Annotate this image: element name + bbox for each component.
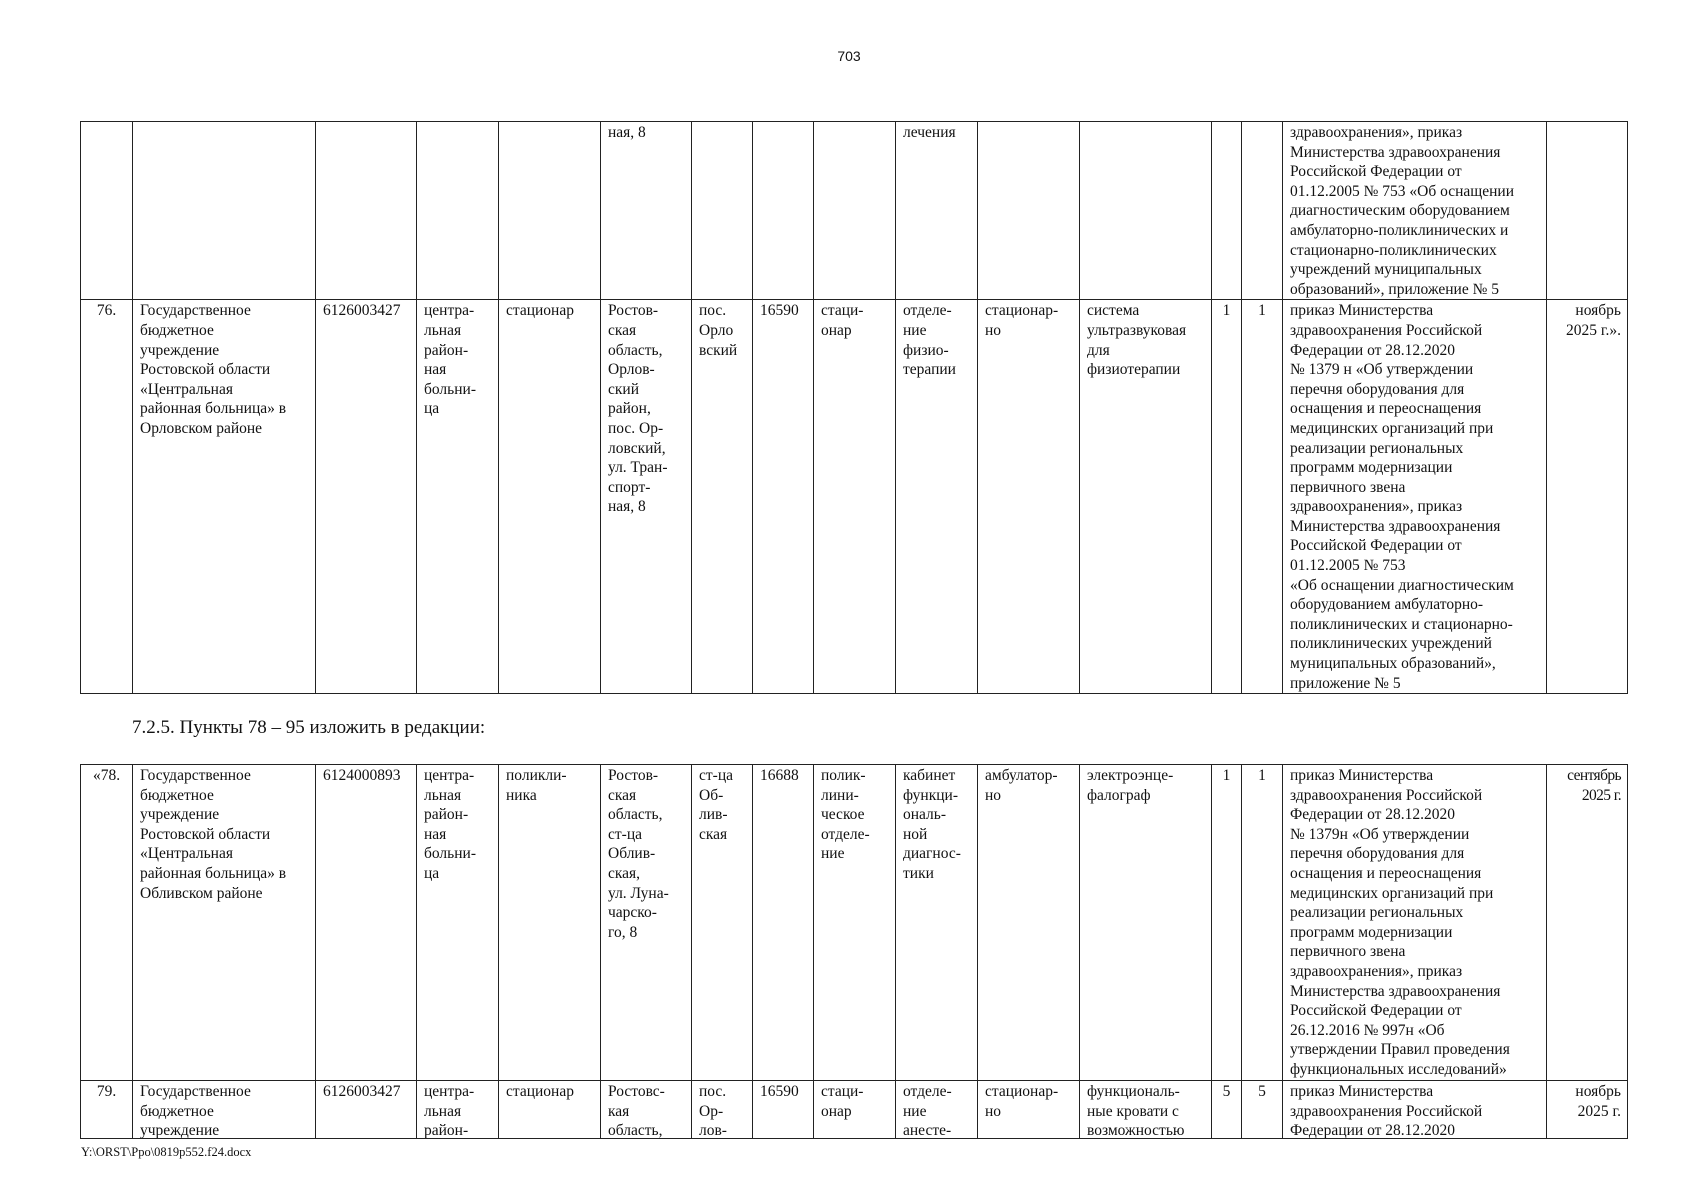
cell-text: Государственное бюджетное учреждение <box>140 1083 251 1138</box>
cell-text: стационар <box>506 302 574 320</box>
table-cell <box>417 122 499 300</box>
table-cell <box>753 122 814 300</box>
organization-type-cell <box>417 1081 499 1139</box>
cell-text: 6124000893 <box>323 767 401 784</box>
cell-text: Государственное бюджетное учреждение Ростовской области «Центральная районная больница» в Обливском районе <box>140 767 287 902</box>
equipment-cell <box>1080 765 1212 1081</box>
cell-text: пос. Орло вский <box>699 302 738 359</box>
table-cell <box>1283 122 1547 300</box>
cell-text: ноябрь 2025 г. <box>1575 1083 1621 1120</box>
locality-cell <box>692 765 753 1081</box>
code-cell <box>753 1081 814 1139</box>
table-cell <box>814 122 896 300</box>
cell-text: 1 <box>1222 302 1231 320</box>
department-cell <box>896 765 978 1081</box>
cell-text: центра- льная район- <box>424 1083 475 1138</box>
page-number: 703 <box>837 48 861 64</box>
equipment-cell <box>1080 1081 1212 1139</box>
table-row <box>81 765 1628 1081</box>
organization-cell <box>133 300 316 694</box>
quantity-cell <box>1212 765 1242 1081</box>
quantity-cell <box>1212 1081 1242 1139</box>
cell-text: стационар- но <box>985 1083 1059 1120</box>
cell-text: отделе- ние физио- терапии <box>903 302 956 379</box>
deadline-cell <box>1547 1081 1628 1139</box>
table-cell <box>1212 122 1242 300</box>
address-cell <box>601 765 692 1081</box>
locality-cell <box>692 300 753 694</box>
cell-text: Ростовс- кая область, <box>608 1083 665 1138</box>
organization-cell <box>133 765 316 1081</box>
unit-cell <box>814 300 896 694</box>
cell-text: стаци- онар <box>821 302 864 339</box>
legal-basis-cell <box>1283 300 1547 694</box>
cell-text: центра- льная район- ная больни- ца <box>424 302 476 418</box>
cell-text: полик- лини- ческое отделе- ние <box>821 767 870 863</box>
cell-text: 6126003427 <box>323 302 401 320</box>
cell-text: электроэнце- фалограф <box>1087 767 1174 804</box>
cell-text: стационар- но <box>985 302 1059 339</box>
cell-text: Ростов- ская область, ст-ца Облив- ская, ул. Луна- чарско- го, 8 <box>608 767 669 941</box>
cell-text: поликли- ника <box>506 767 567 804</box>
table-cell <box>978 122 1080 300</box>
table-cell <box>499 122 601 300</box>
table-cell <box>896 122 978 300</box>
locality-cell <box>692 1081 753 1139</box>
cell-text: сентябрь 2025 г. <box>1567 767 1621 804</box>
code-cell <box>753 300 814 694</box>
deadline-cell <box>1547 765 1628 1081</box>
care-mode-cell <box>978 1081 1080 1139</box>
cell-text: 5 <box>1258 1083 1266 1100</box>
cell-text: приказ Министерства здравоохранения Российской Федерации от 28.12.2020 № 1379н «Об утверждении перечня оборудования для оснащения и переоснащения медицинских организаций при реализации региональных программ модернизации первичного звена здравоохранения», приказ Министерства здравоохранения Российской Федерации от 26.12.2016 № 997н «Об утверждении Правил проведения функциональных исследований» <box>1290 767 1510 1078</box>
cell-text: ная, 8 <box>608 124 646 141</box>
cell-text: 79. <box>96 1083 117 1100</box>
facility-type-cell <box>499 300 601 694</box>
quantity-cell <box>1242 300 1283 694</box>
quantity-cell <box>1242 1081 1283 1139</box>
file-path-footer: Y:\ORST\Ppo\0819p552.f24.docx <box>81 1145 252 1159</box>
table-row <box>81 1081 1628 1139</box>
cell-text: 16590 <box>760 302 799 320</box>
address-cell <box>601 300 692 694</box>
cell-text: Государственное бюджетное учреждение Ростовской области «Центральная районная больница» в Орловском районе <box>140 302 287 437</box>
cell-text: амбулатор- но <box>985 767 1058 804</box>
care-mode-cell <box>978 765 1080 1081</box>
organization-cell <box>133 1081 316 1139</box>
cell-text: 16590 <box>760 1083 799 1100</box>
address-cell <box>601 1081 692 1139</box>
cell-text: функциональ- ные кровати с возможностью <box>1087 1083 1185 1138</box>
table-cell <box>133 122 316 300</box>
cell-text: приказ Министерства здравоохранения Российской Федерации от 28.12.2020 № 1379 н «Об утверждении перечня оборудования для оснащения и переоснащения медицинских организаций при реализации региональных программ модернизации первичного звена здравоохранения», приказ Министерства здравоохранения Российской Федерации от 01.12.2005 № 753 «Об оснащении диагностическим оборудованием амбулаторно- поликлинических и стационарно- поликлинических учреждений муниципальных образований», приложение № 5 <box>1290 302 1514 692</box>
cell-text: приказ Министерства здравоохранения Российской Федерации от 28.12.2020 <box>1290 1083 1483 1138</box>
organization-type-cell <box>417 300 499 694</box>
equipment-table-continuation <box>80 121 1628 694</box>
cell-text: стационар <box>506 1083 574 1100</box>
quantity-cell <box>1242 765 1283 1081</box>
department-cell <box>896 300 978 694</box>
row-number-cell <box>81 1081 133 1139</box>
table-cell <box>601 122 692 300</box>
cell-text: отделе- ние анесте- <box>903 1083 952 1138</box>
deadline-cell <box>1547 300 1628 694</box>
table-cell <box>692 122 753 300</box>
cell-text: ст-ца Об- лив- ская <box>699 767 733 843</box>
table-row <box>81 300 1628 694</box>
table-cell <box>81 122 133 300</box>
cell-text: 1 <box>1258 302 1266 320</box>
cell-text: 1 <box>1222 767 1231 784</box>
cell-text: пос. Ор- лов- <box>699 1083 727 1138</box>
row-number-cell <box>81 765 133 1081</box>
code-cell <box>753 765 814 1081</box>
equipment-cell <box>1080 300 1212 694</box>
equipment-table-revised <box>80 764 1628 1139</box>
cell-text: 76. <box>96 302 117 320</box>
cell-text: 1 <box>1258 767 1266 784</box>
unit-cell <box>814 765 896 1081</box>
inn-cell <box>316 300 417 694</box>
table-cell <box>1242 122 1283 300</box>
table-cell <box>1080 122 1212 300</box>
table-cell <box>1547 122 1628 300</box>
cell-text: ноябрь 2025 г.». <box>1566 302 1621 339</box>
inn-cell <box>316 765 417 1081</box>
unit-cell <box>814 1081 896 1139</box>
inn-cell <box>316 1081 417 1139</box>
cell-text: центра- льная район- ная больни- ца <box>424 767 476 882</box>
cell-text: кабинет функци- ональ- ной диагнос- тики <box>903 767 961 882</box>
facility-type-cell <box>499 765 601 1081</box>
cell-text: система ультразвуковая для физиотерапии <box>1087 302 1187 379</box>
cell-text: стаци- онар <box>821 1083 864 1120</box>
legal-basis-cell <box>1283 1081 1547 1139</box>
cell-text: здравоохранения», приказ Министерства здравоохранения Российской Федерации от 01.12.2005 № 753 «Об оснащении диагностическим оборудованием амбулаторно-поликлинических и стационарно-поликлинических учреждений муниципальных образований», приложение № 5 <box>1290 124 1515 298</box>
cell-text: Ростов- ская область, Орлов- ский район, пос. Ор- ловский, ул. Тран- спорт- ная, 8 <box>608 302 668 516</box>
quantity-cell <box>1212 300 1242 694</box>
cell-text: «78. <box>92 767 121 784</box>
table-row <box>81 122 1628 300</box>
cell-text: 16688 <box>760 767 799 784</box>
department-cell <box>896 1081 978 1139</box>
section-heading: 7.2.5. Пункты 78 – 95 изложить в редакции: <box>132 717 486 738</box>
row-number-cell <box>81 300 133 694</box>
facility-type-cell <box>499 1081 601 1139</box>
legal-basis-cell <box>1283 765 1547 1081</box>
table-cell <box>316 122 417 300</box>
cell-text: 6126003427 <box>323 1083 401 1100</box>
cell-text: лечения <box>903 124 956 141</box>
care-mode-cell <box>978 300 1080 694</box>
organization-type-cell <box>417 765 499 1081</box>
cell-text: 5 <box>1222 1083 1231 1100</box>
